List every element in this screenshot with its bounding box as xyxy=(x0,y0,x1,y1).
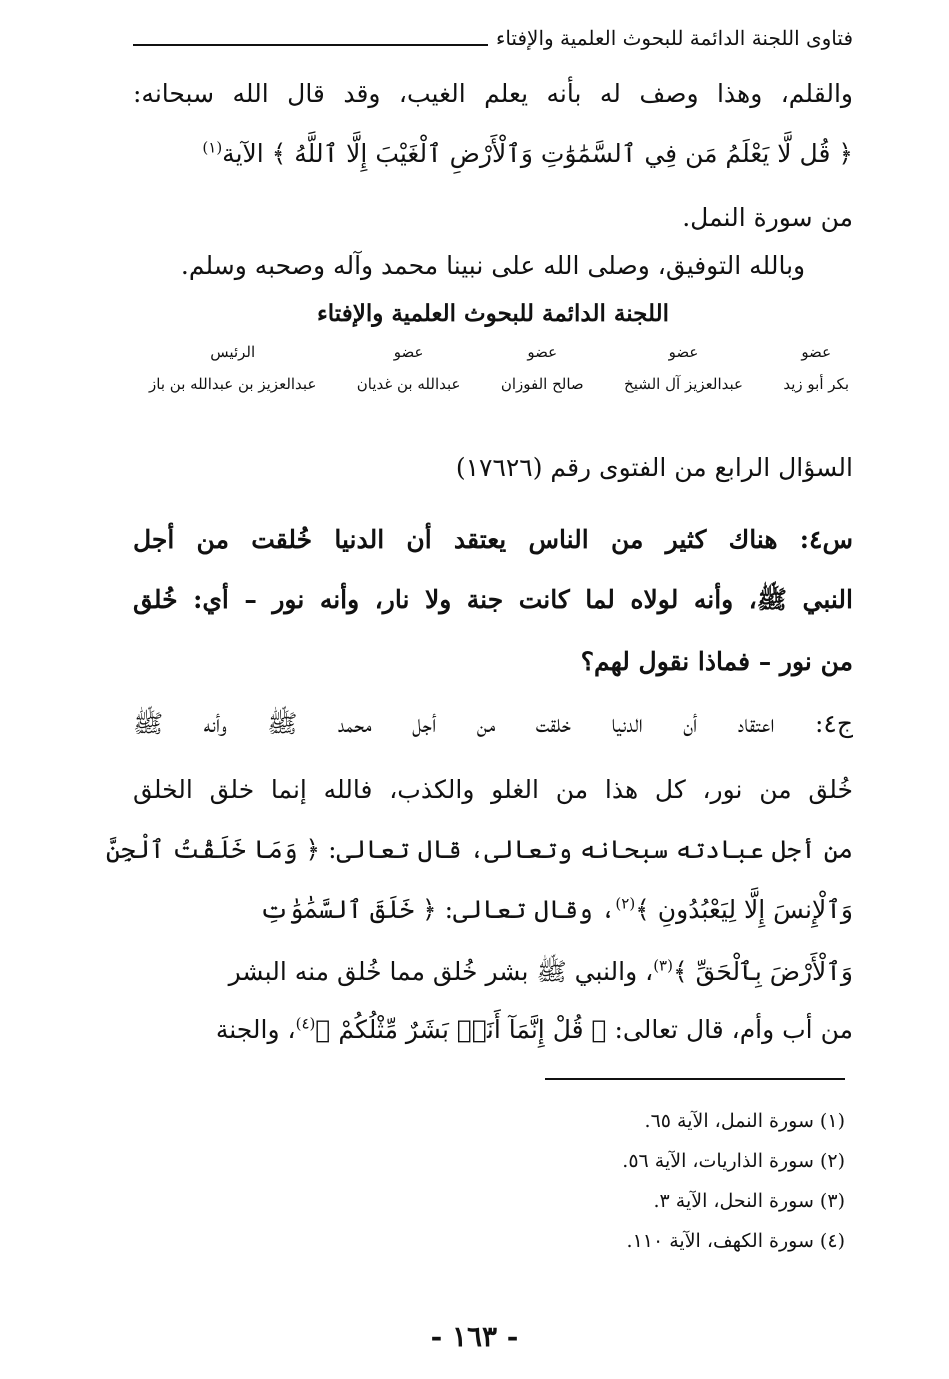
member-president xyxy=(149,342,316,394)
member-role: عضو xyxy=(393,343,424,361)
footnote-ref-1[interactable]: (١) xyxy=(202,138,223,157)
footnote-ref-2[interactable]: (٢) xyxy=(615,894,636,913)
footnote-2: (٢) سورة الذاريات، الآية ٥٦. xyxy=(622,1150,845,1172)
question-heading: السؤال الرابع من الفتوى رقم (١٧٦٢٦) xyxy=(455,453,853,482)
answer-line-2: خُلق من نور، كل هذا من الغلو والكذب، فالله إنما خلق الخلق xyxy=(133,775,853,804)
footnote-ref-3[interactable]: (٣) xyxy=(653,956,673,975)
footnote-3: (٣) سورة النحل، الآية ٣. xyxy=(653,1190,845,1212)
question-line-1: س٤: هناك كثير من الناس يعتقد أن الدنيا خُلقت من أجل xyxy=(133,525,853,554)
member-name: عبدالعزيز بن عبدالله بن باز xyxy=(149,375,317,393)
closing-line: وبالله التوفيق، وصلى الله على نبينا محمد وآله وصحبه وسلم. xyxy=(180,251,806,280)
quran-verse-naml: ﴿ قُل لَّا يَعْلَمُ مَن فِي ٱلسَّمَٰوَٰتِ وَٱلْأَرْضِ ٱلْغَيْبَ إِلَّا ٱللَّهُ ﴾ الآية xyxy=(222,139,853,168)
quran-verse-dhariyat: وَٱلْإِنسَ إِلَّا لِيَعْبُدُونِ ﴾ xyxy=(635,895,853,924)
quran-verse-nahl: وَٱلْأَرْضَ بِٱلْحَقِّ ﴾ xyxy=(672,957,853,986)
question-line-2: النبي ﷺ، وأنه لولاه لما كانت جنة ولا نار، وأنه نور – أي: خُلق xyxy=(133,585,853,614)
answer-line-5 xyxy=(133,950,853,994)
answer-line-4-rest: ، وقال تعالى: ﴿ خَلَقَ ٱلسَّمَٰوَٰتِ xyxy=(259,895,616,924)
member-name: عبدالعزيز آل الشيخ xyxy=(624,375,743,393)
body-line-2 xyxy=(133,132,853,176)
question-line-3: من نور – فماذا نقول لهم؟ xyxy=(580,647,853,676)
member-2 xyxy=(624,342,743,394)
answer-line-3: من أجل عبادته سبحانه وتعالى، قال تعالى: ﴿ وَمَا خَلَقْتُ ٱلْجِنَّ xyxy=(105,835,853,864)
member-role: عضو xyxy=(801,343,832,361)
member-name: بكر أبو زيد xyxy=(783,375,849,393)
footnote-separator xyxy=(545,1078,845,1080)
answer-line-1: ج٤: اعتقاد أن الدنيا خلقت من أجل محمد ﷺ وأنه ﷺ xyxy=(133,709,853,738)
answer-line-6 xyxy=(133,1008,853,1052)
member-role: عضو xyxy=(527,343,558,361)
body-line-3: من سورة النمل. xyxy=(682,203,853,232)
member-name: صالح الفوزان xyxy=(500,375,584,393)
footnote-4: (٤) سورة الكهف، الآية ١١٠. xyxy=(626,1230,845,1252)
answer-line-6-start: من أب وأم، قال تعالى: ﴿ قُلْ إِنَّمَآ أَنَا۠ بَشَرٌ مِّثْلُكُمْ ﴾ xyxy=(315,1015,853,1044)
committee-signatures xyxy=(149,342,849,394)
header-title: فتاوى اللجنة الدائمة للبحوث العلمية والإفتاء xyxy=(495,26,853,50)
answer-line-4 xyxy=(133,888,853,932)
answer-line-5-rest: ، والنبي ﷺ بشر خُلق مما خُلق منه البشر xyxy=(228,957,654,986)
member-3 xyxy=(501,342,584,394)
member-role: الرئيس xyxy=(210,343,256,361)
member-1 xyxy=(783,342,849,394)
footnote-1: (١) سورة النمل، الآية ٦٥. xyxy=(644,1110,845,1132)
answer-line-6-rest: ، والجنة xyxy=(215,1015,296,1044)
footnote-ref-4[interactable]: (٤) xyxy=(295,1014,316,1033)
header-rule xyxy=(133,44,488,46)
body-line-1: والقلم، وهذا وصف له بأنه يعلم الغيب، وقد قال الله سبحانه: xyxy=(133,79,853,108)
member-name: عبدالله بن غديان xyxy=(356,375,461,393)
member-role: عضو xyxy=(668,343,699,361)
page-number: - ١٦٣ - xyxy=(430,1320,519,1353)
member-4 xyxy=(357,342,461,394)
committee-title: اللجنة الدائمة للبحوث العلمية والإفتاء xyxy=(316,300,670,327)
running-header xyxy=(133,18,853,52)
